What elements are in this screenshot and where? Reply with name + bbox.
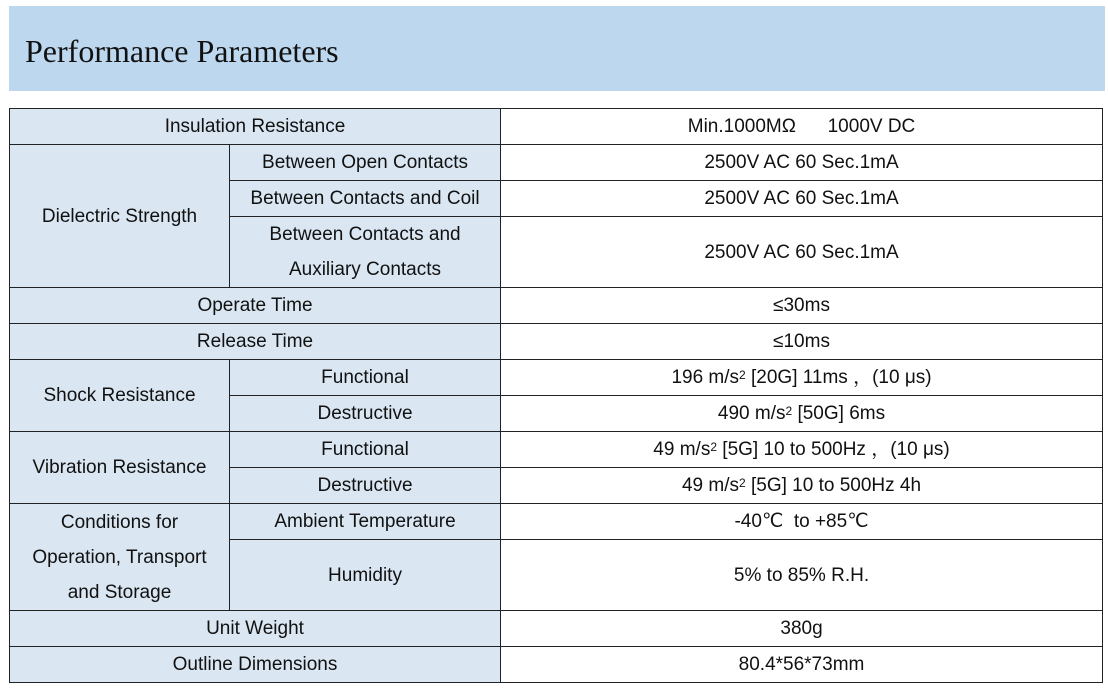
table-row	[10, 432, 1103, 468]
performance-parameters-table	[9, 108, 1103, 683]
shock-destructive-value: 490 $m/s^2$ [50G] 6ms	[501, 396, 1103, 432]
page-title: Performance Parameters	[25, 33, 339, 69]
table-row	[10, 504, 1103, 540]
outline-dimensions-value: 80.4*56*73mm	[501, 647, 1103, 683]
open-contacts-label: Between Open Contacts	[230, 145, 501, 181]
vibration-functional-value: 49 $m/s^2$ [5G] 10 to 500Hz ，(10 μs)	[501, 432, 1103, 468]
table-row	[10, 647, 1103, 683]
release-time-value: ≤10ms	[501, 324, 1103, 360]
ambient-temperature-label: Ambient Temperature	[230, 504, 501, 540]
section-header-banner	[9, 6, 1105, 91]
humidity-value: 5% to 85% R.H.	[501, 540, 1103, 611]
conditions-label-line2: Operation, Transport	[32, 546, 207, 568]
insulation-resistance-label: Insulation Resistance	[10, 109, 501, 145]
shock-functional-label: Functional	[230, 360, 501, 396]
table-row	[10, 360, 1103, 396]
conditions-label-line3: and Storage	[67, 581, 172, 603]
dielectric-strength-label: Dielectric Strength	[10, 145, 230, 288]
humidity-label: Humidity	[230, 540, 501, 611]
contacts-coil-label: Between Contacts and Coil	[230, 181, 501, 217]
table-row	[10, 611, 1103, 647]
contacts-aux-label-line2: Auxiliary Contacts	[288, 259, 442, 280]
table-row	[10, 288, 1103, 324]
contacts-aux-label	[230, 217, 501, 288]
shock-functional-value: 196 $m/s^2$ [20G] 11ms ，(10 μs)	[501, 360, 1103, 396]
shock-resistance-label: Shock Resistance	[10, 360, 230, 432]
outline-dimensions-label: Outline Dimensions	[10, 647, 501, 683]
unit-weight-label: Unit Weight	[10, 611, 501, 647]
contacts-coil-value: 2500V AC 60 Sec.1mA	[501, 181, 1103, 217]
conditions-label-line1: Conditions for	[60, 511, 179, 533]
contacts-aux-label-line1: Between Contacts and	[269, 224, 461, 245]
unit-weight-value: 380g	[501, 611, 1103, 647]
conditions-label	[10, 504, 230, 611]
operate-time-value: ≤30ms	[501, 288, 1103, 324]
table-row	[10, 145, 1103, 181]
vibration-destructive-label: Destructive	[230, 468, 501, 504]
open-contacts-value: 2500V AC 60 Sec.1mA	[501, 145, 1103, 181]
vibration-functional-label: Functional	[230, 432, 501, 468]
vibration-destructive-value: 49 $m/s^2$ [5G] 10 to 500Hz 4h	[501, 468, 1103, 504]
vibration-resistance-label: Vibration Resistance	[10, 432, 230, 504]
ambient-temperature-value: -40℃ to +85℃	[501, 504, 1103, 540]
table-row	[10, 324, 1103, 360]
release-time-label: Release Time	[10, 324, 501, 360]
table-row	[10, 109, 1103, 145]
operate-time-label: Operate Time	[10, 288, 501, 324]
shock-destructive-label: Destructive	[230, 396, 501, 432]
contacts-aux-value: 2500V AC 60 Sec.1mA	[501, 217, 1103, 288]
insulation-resistance-value: Min.1000MΩ 1000V DC	[501, 109, 1103, 145]
